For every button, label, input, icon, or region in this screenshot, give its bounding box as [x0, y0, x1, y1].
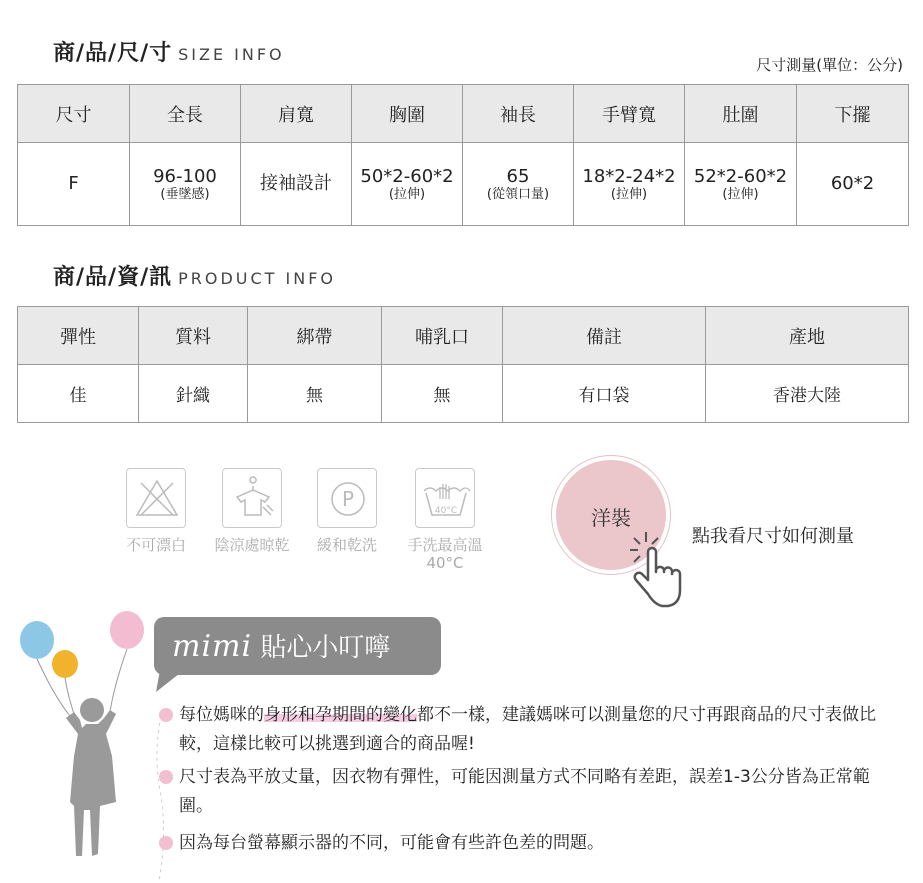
- care-label-line1: 手洗最高溫: [407, 536, 483, 554]
- product-cell: 無: [382, 365, 503, 423]
- care-label-line2: 40°C: [426, 554, 464, 572]
- care-item-hand-wash: [395, 468, 495, 572]
- tip-text-pre: 每位媽咪的: [179, 705, 264, 725]
- size-table-header-row: [18, 85, 909, 143]
- size-header-cell: 胸圍: [352, 85, 463, 143]
- product-info-title-en: PRODUCT INFO: [178, 269, 337, 288]
- size-header-cell: 袖長: [463, 85, 574, 143]
- measure-category-label[interactable]: 洋裝: [591, 506, 631, 530]
- unit-note: 尺寸測量(單位：公分): [756, 56, 903, 74]
- tip-text-post: 都不一樣，建議媽咪可以測量您的尺寸再跟商品的尺寸表做比較，這樣比較可以挑選到適合的商品喔!: [179, 705, 876, 754]
- size-header-cell: 手臂寬: [574, 85, 685, 143]
- size-cell: [797, 143, 909, 226]
- size-table-row: [18, 143, 909, 226]
- size-header-cell: 肚圍: [685, 85, 797, 143]
- size-cell: [130, 143, 241, 226]
- size-cell-value: 60*2: [830, 173, 875, 194]
- size-cell: [352, 143, 463, 226]
- size-info-title-en: SIZE INFO: [178, 45, 285, 64]
- size-cell-note: (從領口量): [486, 186, 550, 202]
- product-info-title: [53, 260, 336, 291]
- balloon-orange: [52, 650, 78, 678]
- dry-clean-p-icon: [317, 468, 377, 528]
- size-cell: [685, 143, 797, 226]
- tip-bullet: [159, 708, 173, 722]
- shade-dry-icon: [222, 468, 282, 528]
- size-cell-note: (拉伸): [610, 186, 648, 202]
- size-cell: [18, 143, 130, 226]
- tip-highlight: 身形和孕期間的變化: [264, 705, 417, 725]
- hand-wash-icon: [415, 468, 475, 528]
- size-info-title-zh: 商/品/尺/寸: [53, 41, 173, 66]
- tip-bullet: [159, 836, 173, 850]
- product-cell: 香港大陸: [706, 365, 909, 423]
- product-header-cell: 產地: [706, 307, 909, 365]
- size-cell-value: 65: [506, 165, 530, 187]
- care-label: 陰涼處晾乾: [214, 536, 290, 554]
- tip-text: 因為每台螢幕顯示器的不同，可能會有些許色差的問題。: [179, 833, 604, 853]
- product-cell: 無: [248, 365, 382, 423]
- size-header-cell: 肩寬: [241, 85, 352, 143]
- product-info-title-zh: 商/品/資/訊: [53, 265, 173, 290]
- product-header-cell: 哺乳口: [382, 307, 503, 365]
- size-cell-note: (垂墜感): [160, 186, 210, 202]
- product-cell: 針織: [139, 365, 248, 423]
- product-table-header-row: [18, 307, 909, 365]
- product-table-row: [18, 365, 909, 423]
- care-item-dry-clean: [297, 468, 397, 554]
- size-cell-value: 接袖設計: [260, 173, 332, 194]
- girl-silhouette: [66, 698, 116, 856]
- product-header-cell: 質料: [139, 307, 248, 365]
- product-header-cell: 彈性: [18, 307, 139, 365]
- no-bleach-icon: [126, 468, 186, 528]
- size-cell-note: (拉伸): [722, 186, 759, 202]
- girl-balloons-illustration: [14, 606, 149, 866]
- size-header-cell: 全長: [130, 85, 241, 143]
- how-to-measure-link[interactable]: 點我看尺寸如何測量: [692, 526, 854, 547]
- product-header-cell: 綁帶: [248, 307, 382, 365]
- balloon-pink: [110, 611, 144, 649]
- size-cell: [574, 143, 685, 226]
- size-cell-value: 50*2-60*2: [360, 165, 454, 187]
- size-cell-value: 96-100: [153, 165, 217, 187]
- speech-bubble-tail: [156, 670, 186, 694]
- tip-bullet: [159, 770, 173, 784]
- care-item-no-bleach: [106, 468, 206, 554]
- size-cell-value: 18*2-24*2: [582, 165, 676, 187]
- care-label: 緩和乾洗: [316, 536, 377, 554]
- svg-text:P: P: [341, 487, 355, 511]
- size-header-cell: 下擺: [797, 85, 909, 143]
- tip-item: [179, 763, 899, 821]
- balloon-blue: [20, 621, 54, 659]
- hand-wash-temp: 40°C: [434, 506, 458, 516]
- care-item-shade-dry: [202, 468, 302, 554]
- tips-heading: [172, 627, 390, 664]
- size-header-cell: 尺寸: [18, 85, 130, 143]
- tip-item: [179, 701, 899, 759]
- product-table: [17, 306, 909, 423]
- size-cell: [241, 143, 352, 226]
- product-cell: 佳: [18, 365, 139, 423]
- size-cell-value: 52*2-60*2: [693, 165, 788, 187]
- tips-heading-text: 貼心小叮嚀: [260, 633, 391, 663]
- tip-item: [179, 829, 899, 858]
- product-cell: 有口袋: [503, 365, 706, 423]
- care-label: 不可漂白: [125, 536, 186, 554]
- size-cell: [463, 143, 574, 226]
- size-cell-value: F: [68, 173, 79, 194]
- size-info-title: [53, 36, 285, 67]
- size-table: [17, 84, 909, 226]
- tip-text: 尺寸表為平放丈量，因衣物有彈性，可能因測量方式不同略有差距，誤差1-3公分皆為正常範圍。: [179, 767, 870, 816]
- care-label: [395, 536, 495, 572]
- size-cell-note: (拉伸): [388, 186, 426, 202]
- tips-brand: mimi: [172, 629, 253, 664]
- product-header-cell: 備註: [503, 307, 706, 365]
- tips-dotted-line: [153, 716, 173, 881]
